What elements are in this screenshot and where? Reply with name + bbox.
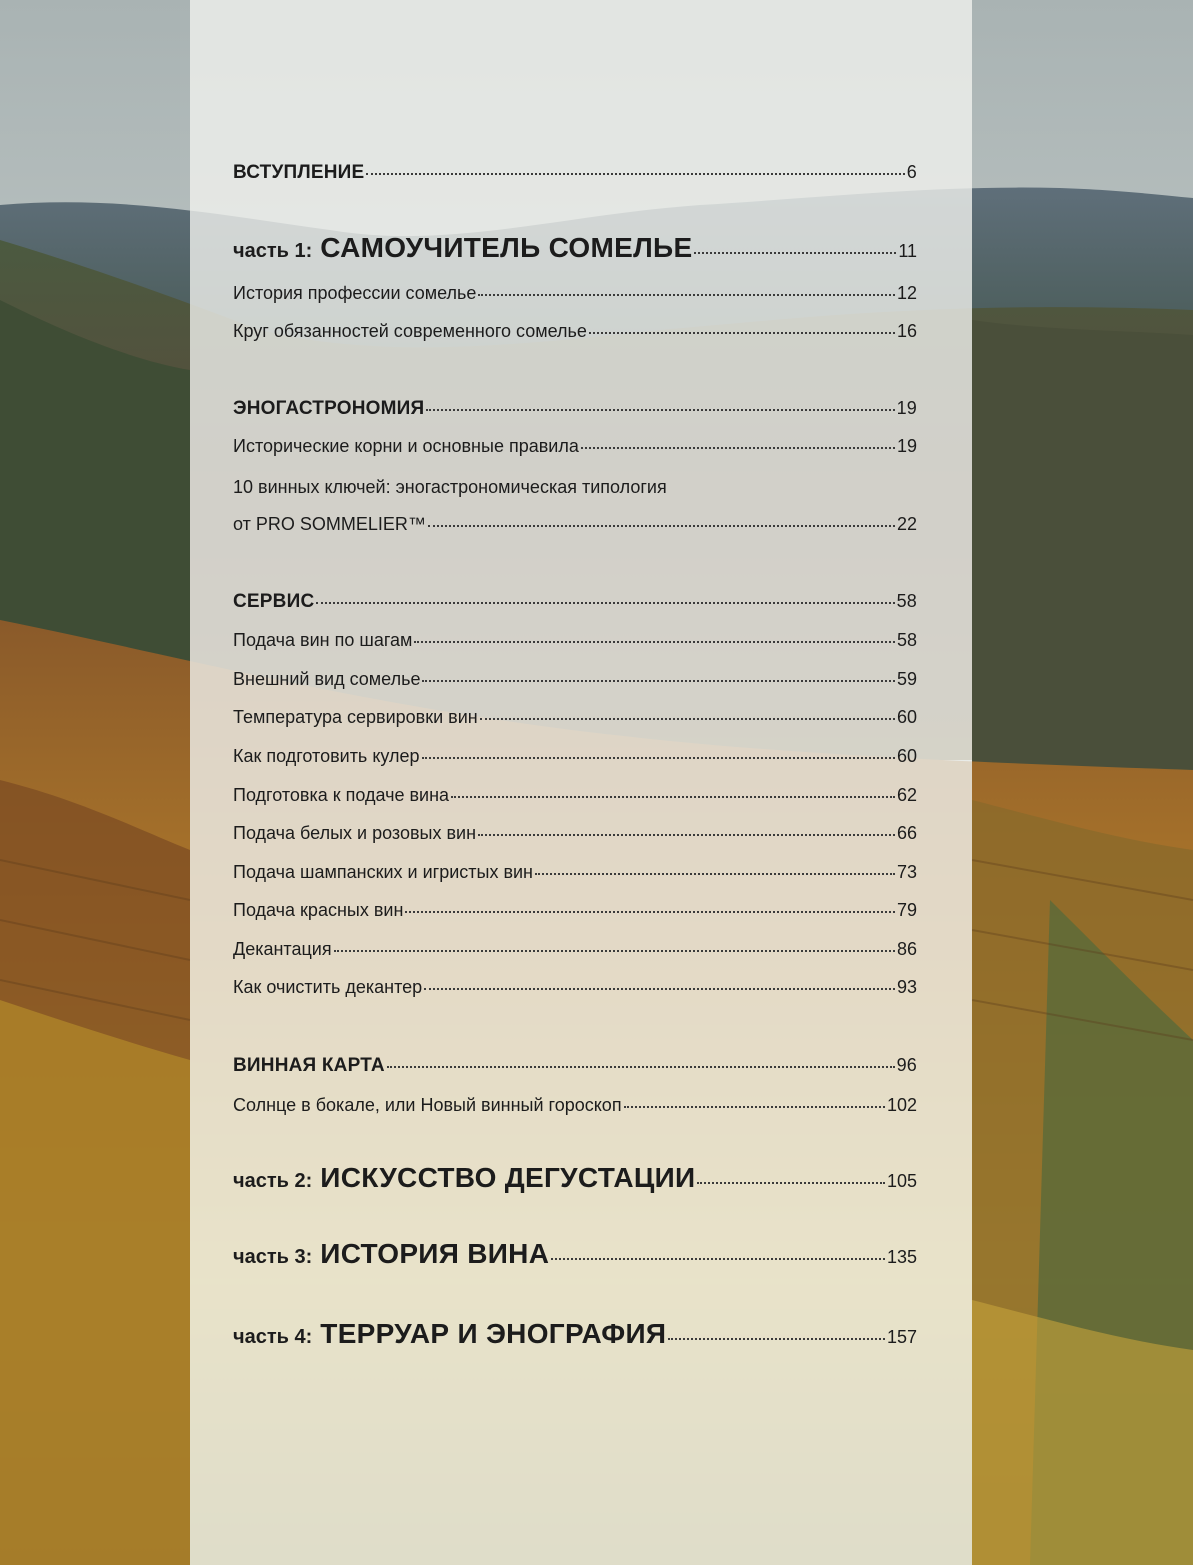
toc-section-title: ВСТУПЛЕНИЕ: [233, 162, 365, 183]
toc-section-title: СЕРВИС: [233, 591, 315, 612]
toc-entry-title: Исторические корни и основные правила: [233, 436, 579, 456]
toc-entry[interactable]: [233, 746, 917, 767]
toc-page-number: 19: [896, 398, 917, 418]
toc-page-number: 93: [896, 977, 917, 997]
toc-part-prefix: часть 3:: [233, 1246, 313, 1268]
toc-page-number: 12: [896, 283, 917, 303]
toc-page-number: 96: [896, 1055, 917, 1075]
toc-entry-title: Подача красных вин: [233, 900, 404, 920]
toc-leader: [366, 172, 904, 175]
toc-leader: [426, 408, 894, 411]
toc-section-title: ВИННАЯ КАРТА: [233, 1055, 385, 1076]
toc-part-title: ИСКУССТВО ДЕГУСТАЦИИ: [320, 1162, 696, 1193]
toc-part-title: ТЕРРУАР И ЭНОГРАФИЯ: [320, 1318, 667, 1349]
toc-page-number: 11: [898, 241, 917, 261]
toc-leader: [451, 795, 895, 798]
toc-part-prefix: часть 1:: [233, 240, 313, 262]
toc-page-number: 105: [886, 1171, 917, 1191]
toc-entry-title: Подготовка к подаче вина: [233, 785, 450, 805]
toc-entry[interactable]: [233, 900, 917, 921]
toc-entry-title: от PRO SOMMELIER™: [233, 514, 426, 534]
toc-page-number: 60: [896, 746, 917, 766]
toc-page-number: 102: [886, 1095, 917, 1115]
toc-part-prefix: часть 2:: [233, 1170, 313, 1192]
toc-entry[interactable]: [233, 436, 917, 457]
toc-page-number: 16: [896, 321, 917, 341]
toc-page-number: 59: [896, 669, 917, 689]
toc-part-title: ИСТОРИЯ ВИНА: [320, 1238, 550, 1269]
toc-leader: [422, 679, 895, 682]
toc-section-intro[interactable]: [233, 162, 917, 184]
toc-entry[interactable]: [233, 669, 917, 690]
toc-entry-title: Подача шампанских и игристых вин: [233, 862, 533, 882]
toc-entry-title: Подача белых и розовых вин: [233, 823, 477, 843]
toc-page-number: 19: [896, 436, 917, 456]
toc-entry-title: Температура сервировки вин: [233, 707, 478, 727]
toc-part-4[interactable]: [233, 1318, 917, 1350]
toc-section-eno[interactable]: [233, 398, 917, 420]
toc-leader: [551, 1257, 885, 1260]
toc-entry-title: Внешний вид сомелье: [233, 669, 421, 689]
toc-entry-title: Как очистить декантер: [233, 977, 423, 997]
toc-entry-title: Подача вин по шагам: [233, 630, 413, 650]
toc-entry[interactable]: [233, 514, 917, 535]
toc-entry[interactable]: [233, 707, 917, 728]
toc-part-title: САМОУЧИТЕЛЬ СОМЕЛЬЕ: [320, 232, 693, 263]
toc-entry-title: Как подготовить кулер: [233, 746, 420, 766]
toc-leader: [422, 756, 895, 759]
toc-leader: [316, 601, 894, 604]
toc-page-number: 135: [886, 1247, 917, 1267]
toc-page-number: 66: [896, 823, 917, 843]
toc-page-number: 79: [896, 900, 917, 920]
toc-leader: [424, 987, 895, 990]
toc-leader: [697, 1181, 884, 1184]
toc-section-winelist[interactable]: [233, 1055, 917, 1077]
toc-entry[interactable]: [233, 321, 917, 342]
toc-entry[interactable]: [233, 939, 917, 960]
toc-leader: [624, 1105, 885, 1108]
toc-leader: [478, 833, 895, 836]
toc-leader: [414, 640, 895, 643]
toc-leader: [387, 1065, 895, 1068]
toc-leader: [668, 1337, 885, 1340]
toc-entry[interactable]: [233, 823, 917, 844]
toc-leader: [334, 949, 895, 952]
toc-page-number: 6: [906, 162, 917, 182]
toc-page-number: 86: [896, 939, 917, 959]
toc-leader: [428, 524, 895, 527]
toc-entry-title: Солнце в бокале, или Новый винный гороскоп: [233, 1095, 622, 1115]
toc-entry[interactable]: [233, 785, 917, 806]
toc-leader: [535, 872, 895, 875]
toc-entry-first-line[interactable]: 10 винных ключей: эногастрономическая типология: [233, 477, 667, 497]
toc-section-service[interactable]: [233, 591, 917, 613]
toc-entry-title: Круг обязанностей современного сомелье: [233, 321, 587, 341]
toc-entry[interactable]: [233, 630, 917, 651]
toc-page-number: 58: [896, 591, 917, 611]
toc-leader: [478, 293, 895, 296]
toc-entry[interactable]: [233, 977, 917, 998]
toc-entry-title: Декантация: [233, 939, 332, 959]
toc-page-number: 60: [896, 707, 917, 727]
toc-section-title: ЭНОГАСТРОНОМИЯ: [233, 398, 425, 419]
toc-leader: [694, 251, 896, 254]
toc-page-number: 58: [896, 630, 917, 650]
toc-part-1[interactable]: [233, 232, 917, 264]
toc-page-number: 157: [886, 1327, 917, 1347]
toc-page-number: 62: [896, 785, 917, 805]
toc-leader: [581, 446, 895, 449]
toc-entry[interactable]: [233, 283, 917, 304]
toc-leader: [480, 717, 895, 720]
toc-leader: [405, 910, 895, 913]
toc-entry[interactable]: [233, 1095, 917, 1116]
toc-page-number: 73: [896, 862, 917, 882]
toc-part-prefix: часть 4:: [233, 1326, 313, 1348]
toc-page-number: 22: [896, 514, 917, 534]
toc-part-3[interactable]: [233, 1238, 917, 1270]
toc-entry[interactable]: [233, 862, 917, 883]
toc-part-2[interactable]: [233, 1162, 917, 1194]
toc-leader: [589, 331, 895, 334]
toc-entry-title: История профессии сомелье: [233, 283, 477, 303]
